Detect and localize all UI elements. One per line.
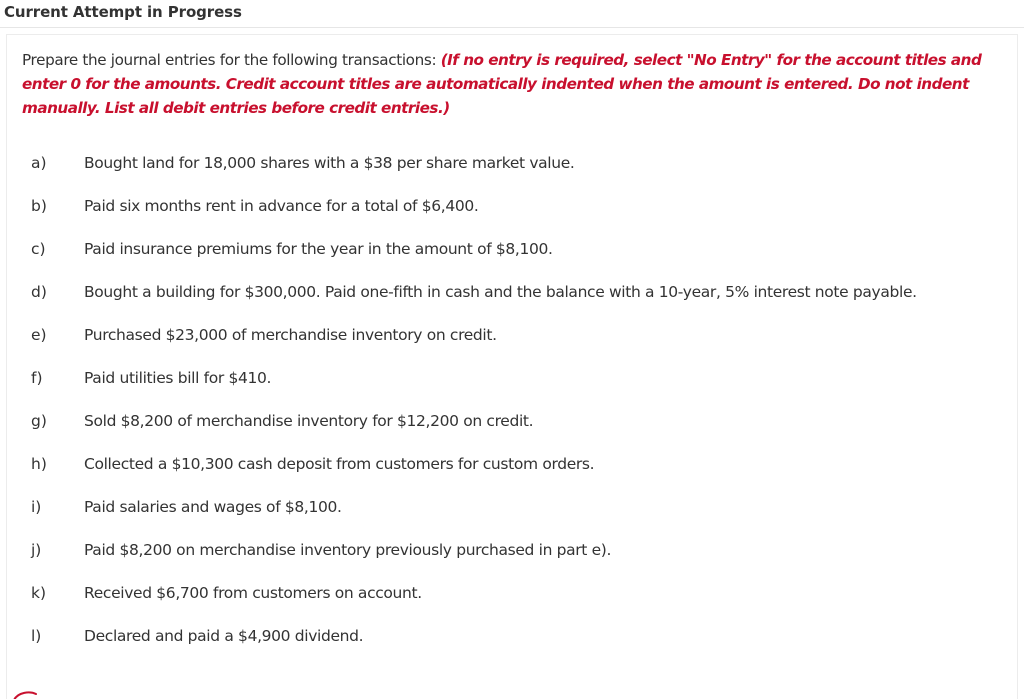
transaction-text: Sold $8,200 of merchandise inventory for $12,200 on credit. (84, 412, 534, 430)
transaction-text: Declared and paid a $4,900 dividend. (84, 627, 364, 645)
question-instructions (22, 48, 1007, 120)
transaction-text: Collected a $10,300 cash deposit from customers for custom orders. (84, 455, 595, 473)
list-item (0, 627, 1024, 670)
transaction-letter: b) (31, 197, 47, 215)
header-divider (0, 27, 1024, 28)
transaction-letter: c) (31, 240, 46, 258)
transaction-letter: h) (31, 455, 47, 473)
transaction-list (0, 154, 1024, 670)
transaction-text: Purchased $23,000 of merchandise inventory on credit. (84, 326, 497, 344)
transaction-letter: i) (31, 498, 42, 516)
list-item (0, 197, 1024, 240)
transaction-text: Bought land for 18,000 shares with a $38 per share market value. (84, 154, 575, 172)
instructions-emphasis: (If no entry is required, select "No Entry" for the account titles and enter 0 for the amounts. Credit account titles are automatically indented when the amount is entered. Do not indent manually. List all debit entries before credit entries.) (22, 51, 982, 117)
transaction-text: Bought a building for $300,000. Paid one-fifth in cash and the balance with a 10-year, 5% interest note payable. (84, 283, 917, 301)
page-title: Current Attempt in Progress (4, 3, 242, 21)
transaction-letter: j) (31, 541, 42, 559)
transaction-letter: l) (31, 627, 42, 645)
transaction-text: Paid $8,200 on merchandise inventory previously purchased in part e). (84, 541, 612, 559)
transaction-letter: f) (31, 369, 43, 387)
transaction-text: Received $6,700 from customers on account. (84, 584, 422, 602)
list-item (0, 326, 1024, 369)
transaction-letter: g) (31, 412, 47, 430)
transaction-letter: e) (31, 326, 47, 344)
transaction-letter: k) (31, 584, 47, 602)
transaction-text: Paid utilities bill for $410. (84, 369, 272, 387)
transaction-letter: a) (31, 154, 47, 172)
list-item (0, 455, 1024, 498)
transaction-text: Paid salaries and wages of $8,100. (84, 498, 342, 516)
header-bar (0, 0, 1024, 28)
list-item (0, 240, 1024, 283)
list-item (0, 369, 1024, 412)
list-item (0, 154, 1024, 197)
list-item (0, 412, 1024, 455)
transaction-text: Paid six months rent in advance for a total of $6,400. (84, 197, 479, 215)
transaction-letter: d) (31, 283, 47, 301)
list-item (0, 541, 1024, 584)
instructions-lead: Prepare the journal entries for the following transactions: (22, 51, 441, 69)
partial-icon (10, 688, 40, 699)
list-item (0, 283, 1024, 326)
transaction-text: Paid insurance premiums for the year in the amount of $8,100. (84, 240, 553, 258)
list-item (0, 498, 1024, 541)
list-item (0, 584, 1024, 627)
